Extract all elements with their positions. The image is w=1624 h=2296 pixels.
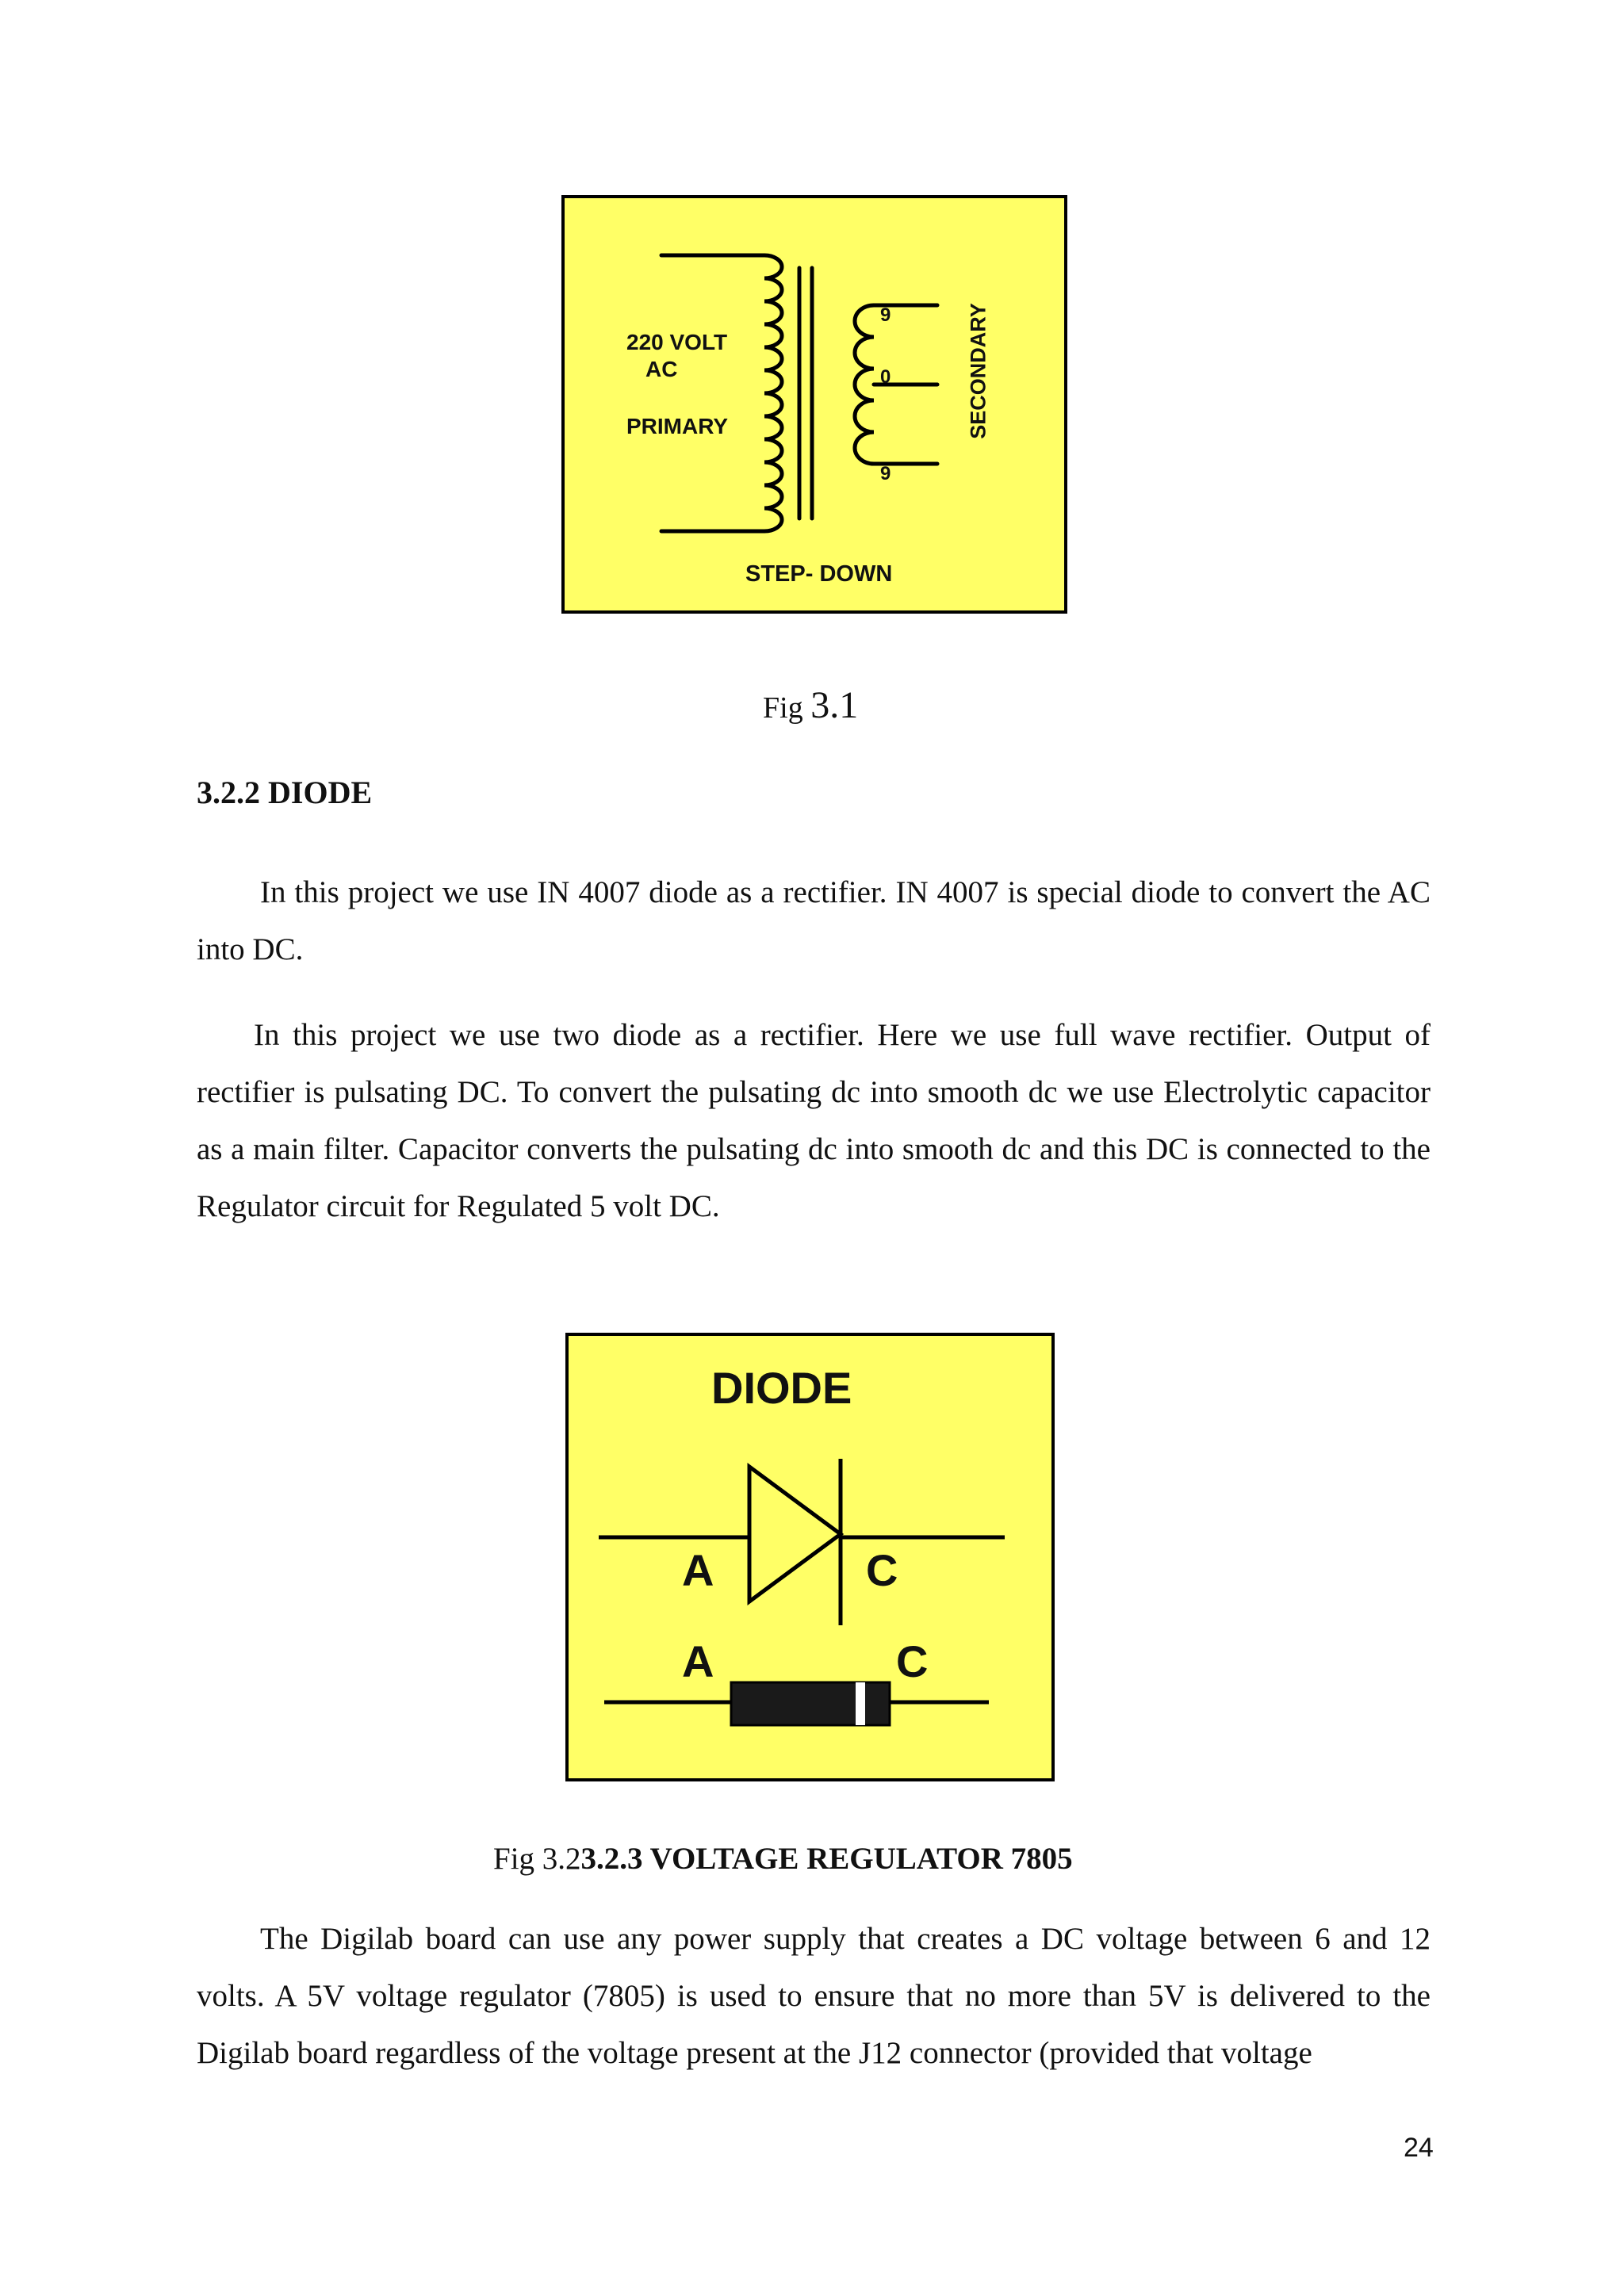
- regulator-section-heading: 3.2.3 VOLTAGE REGULATOR 7805: [580, 1842, 1073, 1876]
- ac-label: AC: [645, 357, 678, 381]
- caption-prefix: Fig: [763, 691, 803, 725]
- regulator-paragraph-1: The Digilab board can use any power supply that creates a DC voltage between 6 and 12 volts. A 5V voltage regulator (7805) is used to ensure that no more than 5V is delivered to the Digilab board regardless of the voltage present at the J12 connector (provided that voltage: [197, 1922, 1431, 2070]
- symbol-anode-label: A: [682, 1545, 714, 1595]
- diode-body: [731, 1682, 890, 1725]
- page-number: 24: [1404, 2133, 1434, 2163]
- figure-3-2-caption-line: [493, 1843, 1073, 1874]
- transformer-figure: [561, 195, 1067, 614]
- secondary-coil: [855, 305, 874, 464]
- body-anode-label: A: [682, 1636, 714, 1686]
- diode-figure: [565, 1333, 1055, 1781]
- body-cathode-label: C: [896, 1636, 929, 1686]
- cathode-band: [856, 1682, 865, 1725]
- caption-number: 3.1: [810, 684, 859, 726]
- primary-label: PRIMARY: [626, 414, 729, 438]
- symbol-cathode-label: C: [866, 1545, 898, 1595]
- tap-top-label: 9: [880, 304, 891, 326]
- tap-bottom-label: 9: [880, 463, 891, 484]
- diode-paragraph-2: In this project we use two diode as a rectifier. Here we use full wave rectifier. Output of rectifier is pulsating DC. To convert the pulsating dc into smooth dc we use Electrolytic capacitor as a main filter. Capacitor converts the pulsating dc into smooth dc and this DC is connected to the Regulator circuit for Regulated 5 volt DC.: [197, 1018, 1431, 1223]
- diode-section-heading: 3.2.2 DIODE: [197, 775, 373, 810]
- figure-3-2-caption: Fig 3.2: [493, 1842, 581, 1876]
- figure-3-1-caption: [763, 684, 859, 726]
- primary-coil: [764, 255, 782, 531]
- tap-center-label: 0: [880, 366, 891, 388]
- diode-paragraph-1: In this project we use IN 4007 diode as a rectifier. IN 4007 is special diode to convert the AC into DC.: [197, 875, 1431, 966]
- secondary-label: SECONDARY: [966, 303, 990, 439]
- primary-voltage-label: 220 VOLT: [626, 330, 728, 354]
- step-down-label: STEP- DOWN: [745, 561, 893, 587]
- diode-triangle: [749, 1467, 841, 1601]
- diode-figure-title: DIODE: [711, 1363, 852, 1413]
